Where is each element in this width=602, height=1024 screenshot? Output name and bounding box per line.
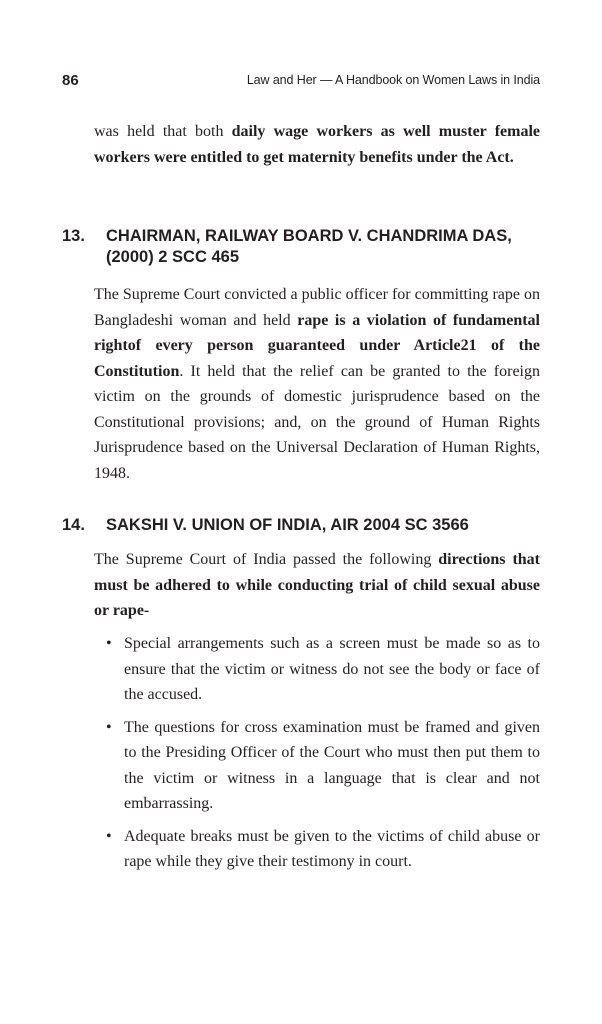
list-item [106,715,540,817]
section-13-number: 13. [62,227,85,245]
page-header [62,72,540,92]
list-item-text: Adequate breaks must be given to the victims of child abuse or rape while they give their testimony in court. [124,827,540,870]
list-item-text: The questions for cross examination must be framed and given to the Presiding Officer of the Court who must then put them to the victim or witness in a language that is clear and not embarrassing. [124,718,540,812]
section-13-text-1: The Supreme Court convicted a public officer for committing rape on Bangladeshi woman and held [94,286,540,329]
section-14-text-1: The Supreme Court of India passed the following [94,551,439,568]
list-item-text: Special arrangements such as a screen must be made so as to ensure that the victim or witness do not see the body or face of the accused. [124,635,540,703]
bullet-icon: • [106,635,112,652]
bullet-icon: • [106,827,112,845]
running-title: Law and Her — A Handbook on Women Laws in India [246,73,540,87]
section-13-title: CHAIRMAN, RAILWAY BOARD V. CHANDRIMA DAS, (2000) 2 SCC 465 [106,227,512,266]
continuation-bold-text: daily wage workers as well muster female workers were entitled to get maternity benefits under the Act. [94,123,540,166]
section-14-number: 14. [62,516,85,534]
section-13-paragraph [94,282,540,486]
section-14-bold-text: directions that must be adhered to while conducting trial of child sexual abuse or rape- [94,551,541,619]
continuation-text: was held that both [94,123,232,140]
section-14-paragraph [94,547,540,624]
directions-list [106,631,540,882]
section-13-text-2: . It held that the relief can be granted to the foreign victim on the grounds of domestic jurisprudence based on the Constitutional provisions; and, on the ground of Human Rights Jurisprudence based on the Universal Declaration of Human Rights, 1948. [94,362,540,482]
section-14-title: SAKSHI V. UNION OF INDIA, AIR 2004 SC 3566 [106,516,469,534]
list-item [106,631,540,708]
section-13-bold-text: rape is a violation of fundamental rightof every person guaranteed under Article21 of the Constitution [94,311,541,380]
page-number: 86 [62,72,79,89]
continuation-paragraph [94,119,540,170]
bullet-icon: • [106,718,112,736]
list-item [106,824,540,875]
